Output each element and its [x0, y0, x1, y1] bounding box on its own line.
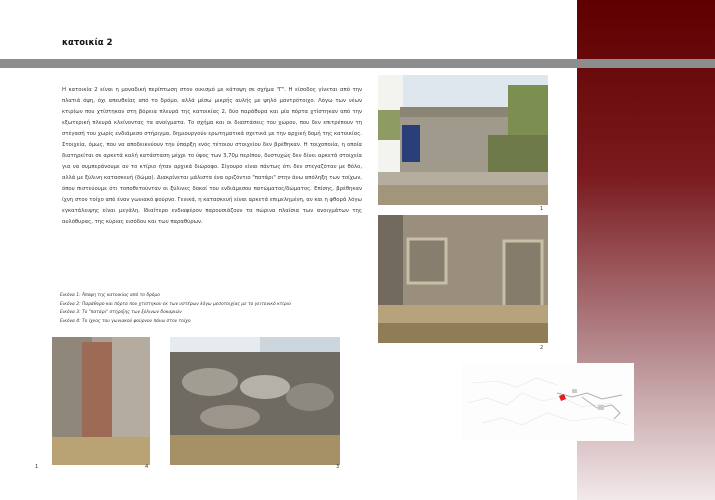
photo-2-number: 2	[540, 345, 544, 351]
header-divider-bar	[0, 59, 715, 68]
page-title: κατοικία 2	[62, 38, 113, 48]
photo-4-number: 4	[145, 464, 149, 470]
photo-3-number: 3	[336, 464, 340, 470]
photo-stone-ledge	[170, 337, 340, 465]
caption-1: Εικόνα 1: Άποψη της κατοικίας από το δρόμο	[60, 293, 160, 298]
photo-house-exterior	[378, 75, 548, 205]
caption-3: Εικόνα 3: Το "πατάρι" στήριξης των ξύλινων δοκαριών	[60, 310, 182, 316]
photo-1-number: 1	[540, 206, 544, 212]
page-number: 1	[35, 464, 39, 470]
location-map	[462, 363, 634, 441]
figure-captions	[60, 292, 360, 327]
caption-2: Εικόνα 2: Παράθυρο και πόρτα που χτίστηκαν εκ των υστέρων λόγω μεσοτοιχίας με το γειτονικό κτίριο	[60, 301, 291, 307]
body-paragraph: Η κατοικία 2 είναι η μοναδική περίπτωση στον οικισμό με κάτοψη σε σχήμα "Γ". Η είσοδος γίνεται από την πλατιά όψη, όχι απευθείας από το δρόμο, αλλά μέσω μικρής αυλής με ψηλό μαντρότοιχο. Λόγω των νέων κτιρίων που χτίστηκαν στη βόρεια πλευρά της κατοικίας 2, δύο παράθυρα και μία πόρτα χτίστηκαν από την εξωτερική πλευρά κλείνοντας τα ανοίγματα. Το σχήμα και οι διαστάσεις του χώρου, που δεν επιτρέπουν τη στέγασή του χωρίς ενδιάμεσο στήριγμα, δημιουργούν ερωτηματικά σχετικά με την αρχική δομή της κατοικίας. Στοιχεία, όμως, που να αποδεικνύουν την ύπαρξη ενός τέτοιου στοιχείου δεν βρέθηκαν. Η τοιχοποιία, η οποία διατηρείται σε αρκετά καλή κατάσταση μέχρι το ύψος των 3,70μ περίπου, δυστυχώς δεν δίνει αρκετά στοιχεία για να συμπεράνουμε αν το κτίριο ήταν αρχικά διώροφο. Σίγουρο είναι πάντως ότι δεν στεγαζόταν με θόλο, αλλά με ξύλινη κατασκευή (δώμα). Διακρίνεται μάλιστα ένα οριζόντιο "πατάρι" στην άνω απόληξη των τοίχων, όπου πιστεύουμε ότι τοποθετούνταν οι ξύλινες δοκοί του ενδιάμεσου πατώματος/δώματος. Επίσης, βρέθηκαν ίχνη στον τοίχο από έναν γωνιακό φούρνο. Γενικά, η κατασκευή είναι αρκετά επιμελημένη, αν και η φθορά λόγω εγκατάλειψης είναι μεγάλη. Ιδιαίτερο ενδιαφέρον παρουσιάζουν τα πώρινα πλαίσια των ανοιγμάτων της αυλόθυρας, της κύριας εισόδου και των παραθύρων.	[62, 87, 362, 225]
photo-oven-trace	[52, 337, 150, 465]
caption-4: Εικόνα 4: Το ίχνος του γωνιακού φούρνου πάνω στον τοίχο	[60, 319, 191, 325]
photo-blocked-openings	[378, 215, 548, 343]
